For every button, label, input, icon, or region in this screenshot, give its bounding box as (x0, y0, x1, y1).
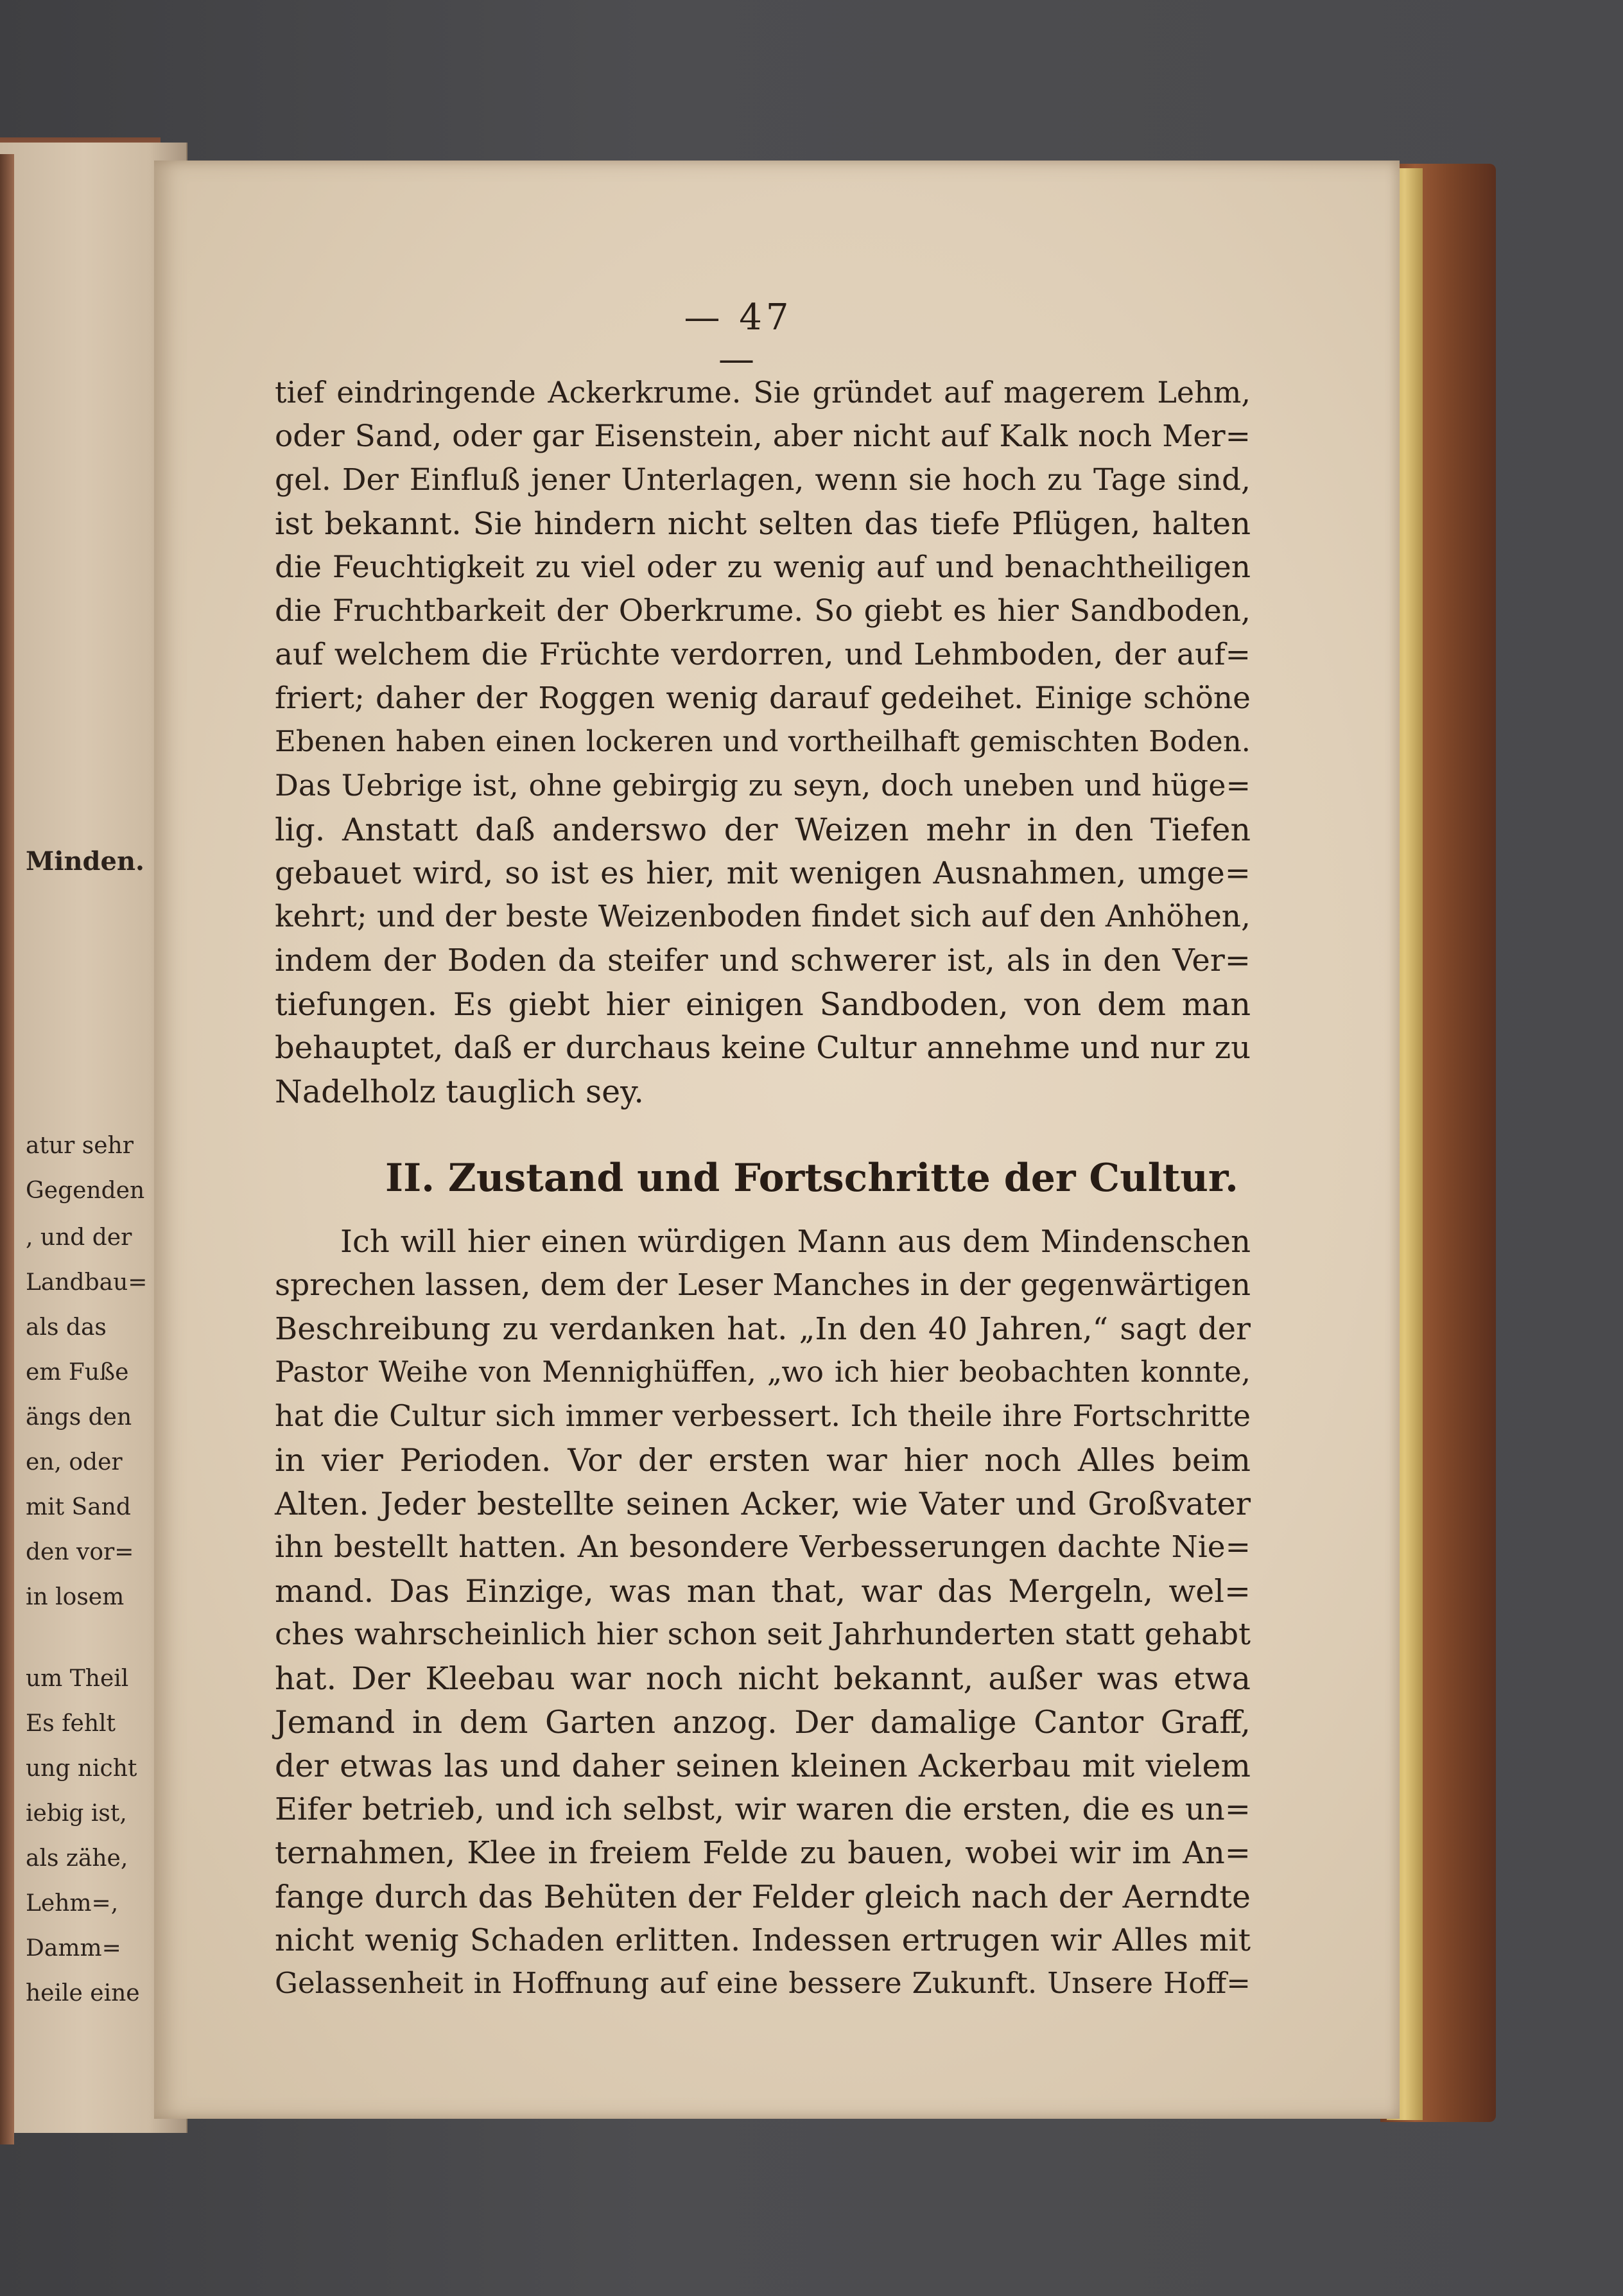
left-fragment: Es fehlt (26, 1710, 116, 1737)
left-fragment: em Fuße (26, 1359, 129, 1386)
text-line: tiefungen. Es giebt hier einigen Sandboden, von dem man (275, 986, 1251, 1023)
text-line: ternahmen, Klee in freiem Felde zu bauen, wobei wir im An= (275, 1835, 1251, 1871)
text-line: behauptet, daß er durchaus keine Cultur annehme und nur zu (275, 1030, 1251, 1066)
text-line: hat die Cultur sich immer verbessert. Ich theile ihre Fortschritte (275, 1398, 1251, 1433)
text-line: Eifer betrieb, und ich selbst, wir waren die ersten, die es un= (275, 1791, 1251, 1827)
page-number: — 47 — (684, 297, 793, 380)
left-fragment: als das (26, 1314, 107, 1341)
text-line: lig. Anstatt daß anderswo der Weizen mehr in den Tiefen (275, 812, 1251, 848)
text-line: Alten. Jeder bestellte seinen Acker, wie Vater und Großvater (275, 1486, 1251, 1522)
left-fragment: Damm= (26, 1935, 121, 1961)
text-line: die Fruchtbarkeit der Oberkrume. So giebt es hier Sandboden, (275, 593, 1251, 629)
text-line: Jemand in dem Garten anzog. Der damalige Cantor Graff, (275, 1704, 1251, 1741)
left-fragment: heile eine (26, 1980, 140, 2006)
left-fragment: den vor= (26, 1539, 134, 1565)
left-fragment: um Theil (26, 1665, 129, 1692)
left-cover-edge (0, 154, 14, 2144)
left-fragment: Lehm=, (26, 1890, 119, 1917)
text-line: nicht wenig Schaden erlitten. Indessen ertrugen wir Alles mit (275, 1922, 1251, 1958)
text-line: ist bekannt. Sie hindern nicht selten das tiefe Pflügen, halten (275, 506, 1251, 542)
left-fragment: Minden. (26, 846, 144, 876)
left-fragment: ung nicht (26, 1755, 137, 1782)
text-line: Nadelholz tauglich sey. (275, 1074, 644, 1110)
left-fragment: iebig ist, (26, 1800, 127, 1827)
text-line: Pastor Weihe von Mennighüffen, „wo ich hier beobachten konnte, (275, 1355, 1251, 1389)
text-line: tief eindringende Ackerkrume. Sie gründet auf magerem Lehm, (275, 375, 1251, 410)
text-line: mand. Das Einzige, was man that, war das Mergeln, wel= (275, 1573, 1251, 1610)
text-line: fange durch das Behüten der Felder gleich nach der Aerndte (275, 1879, 1251, 1915)
left-fragment: atur sehr (26, 1133, 134, 1159)
left-fragment: mit Sand (26, 1494, 131, 1520)
text-line: Beschreibung zu verdanken hat. „In den 40 Jahren,“ sagt der (275, 1311, 1251, 1347)
left-fragment: in losem (26, 1584, 125, 1610)
left-fragment: Landbau= (26, 1269, 148, 1296)
section-heading: II. Zustand und Fortschritte der Cultur. (385, 1156, 1238, 1201)
text-line: gel. Der Einfluß jener Unterlagen, wenn sie hoch zu Tage sind, (275, 462, 1251, 498)
left-fragment: , und der (26, 1224, 132, 1251)
text-line: gebauet wird, so ist es hier, mit wenigen Ausnahmen, umge= (275, 855, 1251, 891)
text-line: Ich will hier einen würdigen Mann aus dem Mindenschen (340, 1224, 1251, 1260)
text-line: in vier Perioden. Vor der ersten war hier noch Alles beim (275, 1442, 1251, 1479)
text-line: die Feuchtigkeit zu viel oder zu wenig auf und benachtheiligen (275, 550, 1251, 585)
text-line: auf welchem die Früchte verdorren, und Lehmboden, der auf= (275, 637, 1251, 672)
left-fragment: als zähe, (26, 1845, 128, 1872)
text-line: kehrt; und der beste Weizenboden findet sich auf den Anhöhen, (275, 899, 1251, 934)
text-line: der etwas las und daher seinen kleinen Ackerbau mit vielem (275, 1748, 1251, 1784)
text-line: oder Sand, oder gar Eisenstein, aber nicht auf Kalk noch Mer= (275, 419, 1251, 454)
text-line: friert; daher der Roggen wenig darauf gedeihet. Einige schöne (275, 681, 1251, 716)
left-fragment: ängs den (26, 1404, 132, 1431)
text-line: Gelassenheit in Hoffnung auf eine bessere Zukunft. Unsere Hoff= (275, 1966, 1251, 2000)
text-line: Ebenen haben einen lockeren und vortheilhaft gemischten Boden. (275, 724, 1251, 758)
text-line: hat. Der Kleebau war noch nicht bekannt, außer was etwa (275, 1660, 1251, 1697)
left-fragment: en, oder (26, 1449, 123, 1475)
left-fragment: Gegenden (26, 1178, 145, 1204)
text-line: Das Uebrige ist, ohne gebirgig zu seyn, doch uneben und hüge= (275, 768, 1251, 803)
text-line: ches wahrscheinlich hier schon seit Jahrhunderten statt gehabt (275, 1617, 1251, 1652)
text-line: ihn bestellt hatten. An besondere Verbesserungen dachte Nie= (275, 1529, 1251, 1565)
text-line: indem der Boden da steifer und schwerer ist, als in den Ver= (275, 943, 1251, 978)
text-line: sprechen lassen, dem der Leser Manches in der gegenwärtigen (275, 1267, 1251, 1303)
